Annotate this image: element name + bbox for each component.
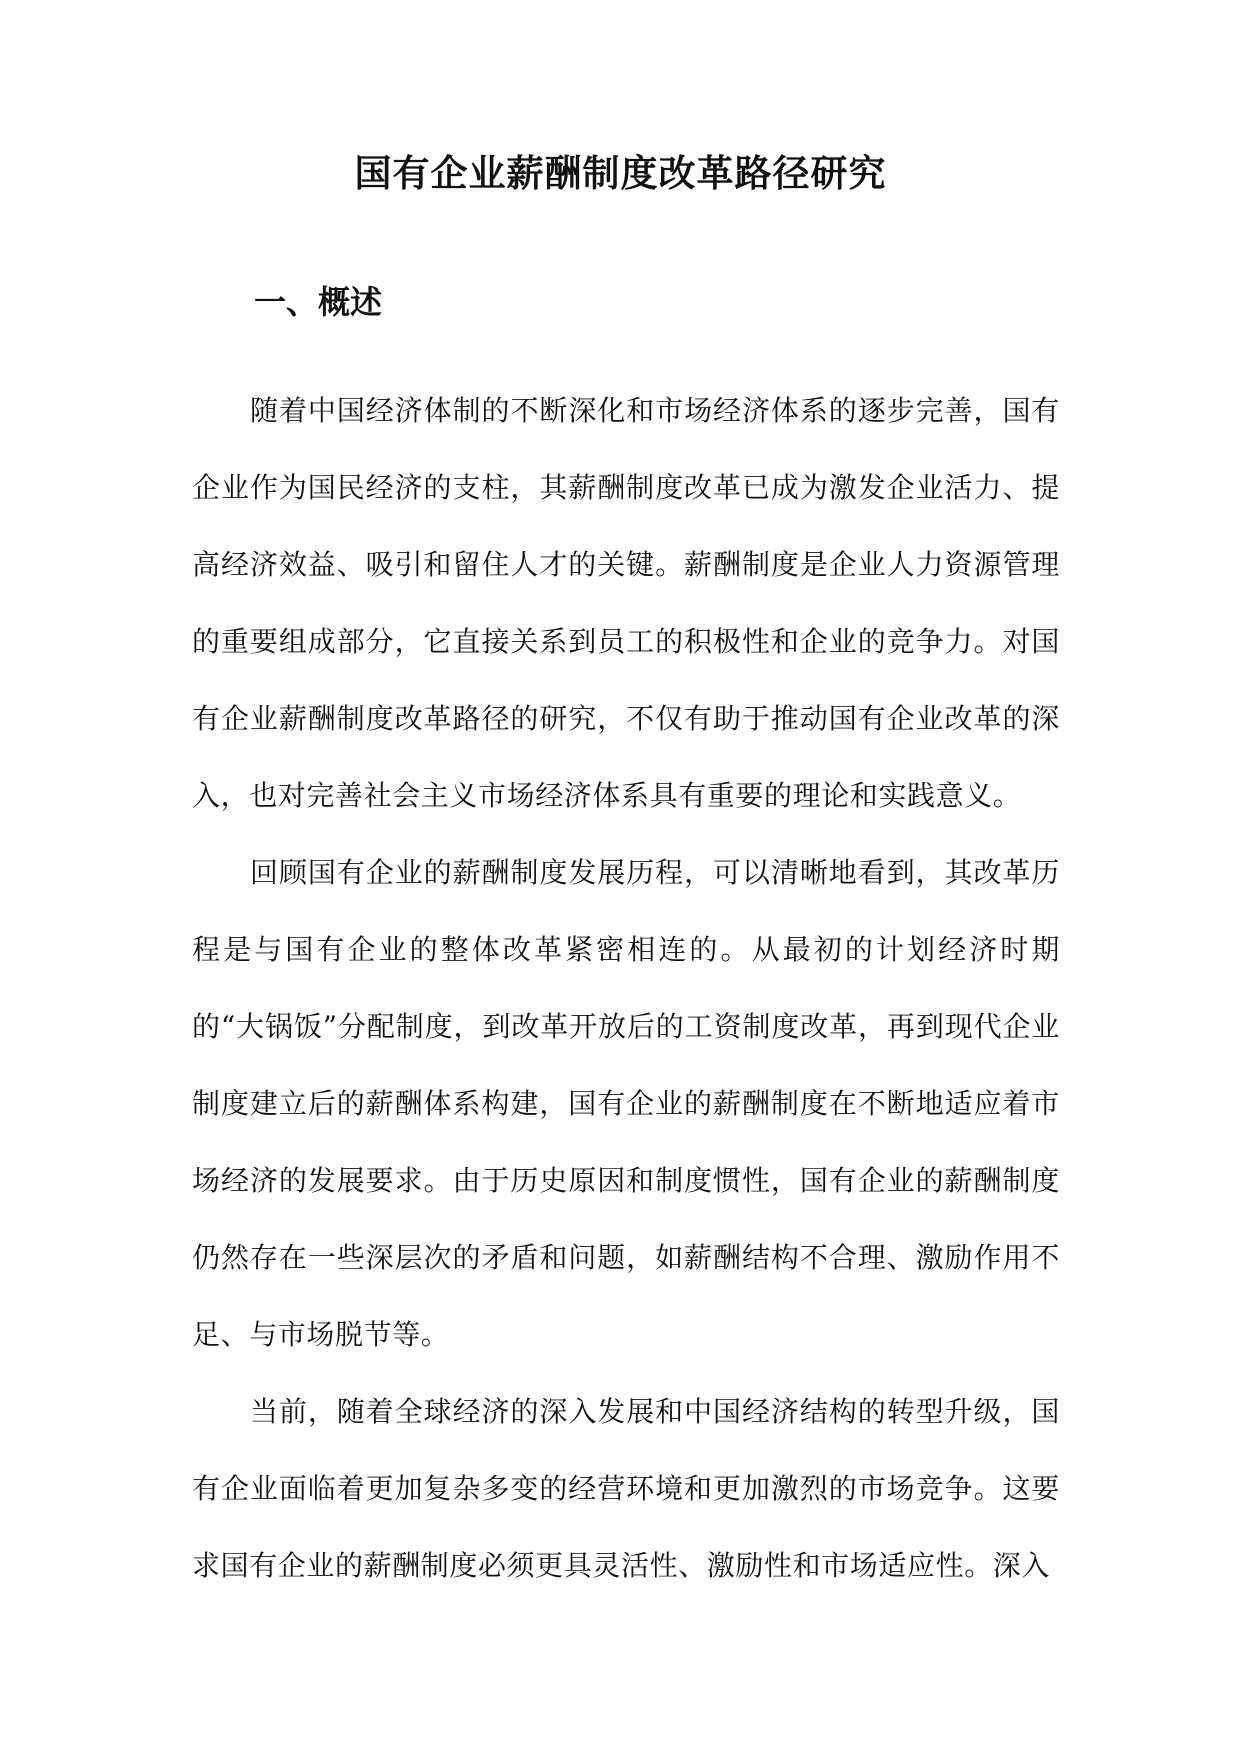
- paragraph-3: 当前，随着全球经济的深入发展和中国经济结构的转型升级，国有企业面临着更加复杂多变的经营环境和更加激烈的市场竞争。这要求国有企业的薪酬制度必须更具灵活性、激励性和市场适应性。深入: [192, 1395, 1060, 1582]
- paragraph-1: 随着中国经济体制的不断深化和市场经济体系的逐步完善，国有企业作为国民经济的支柱，其薪酬制度改革已成为激发企业活力、提高经济效益、吸引和留住人才的关键。薪酬制度是企业人力资源管理的重要组成部分，它直接关系到员工的积极性和企业的竞争力。对国有企业薪酬制度改革路径的研究，不仅有助于推动国有企业改革的深入，也对完善社会主义市场经济体系具有重要的理论和实践意义。: [192, 394, 1060, 812]
- section-heading: 一、概述: [254, 283, 383, 321]
- document-title: 国有企业薪酬制度改革路径研究: [354, 151, 887, 195]
- document-body: [192, 372, 1060, 1604]
- paragraph-2: 回顾国有企业的薪酬制度发展历程，可以清晰地看到，其改革历程是与国有企业的整体改革紧密相连的。从最初的计划经济时期的“大锅饭”分配制度，到改革开放后的工资制度改革，再到现代企业制度建立后的薪酬体系构建，国有企业的薪酬制度在不断地适应着市场经济的发展要求。由于历史原因和制度惯性，国有企业的薪酬制度仍然存在一些深层次的矛盾和问题，如薪酬结构不合理、激励作用不足、与市场脱节等。: [192, 856, 1060, 1351]
